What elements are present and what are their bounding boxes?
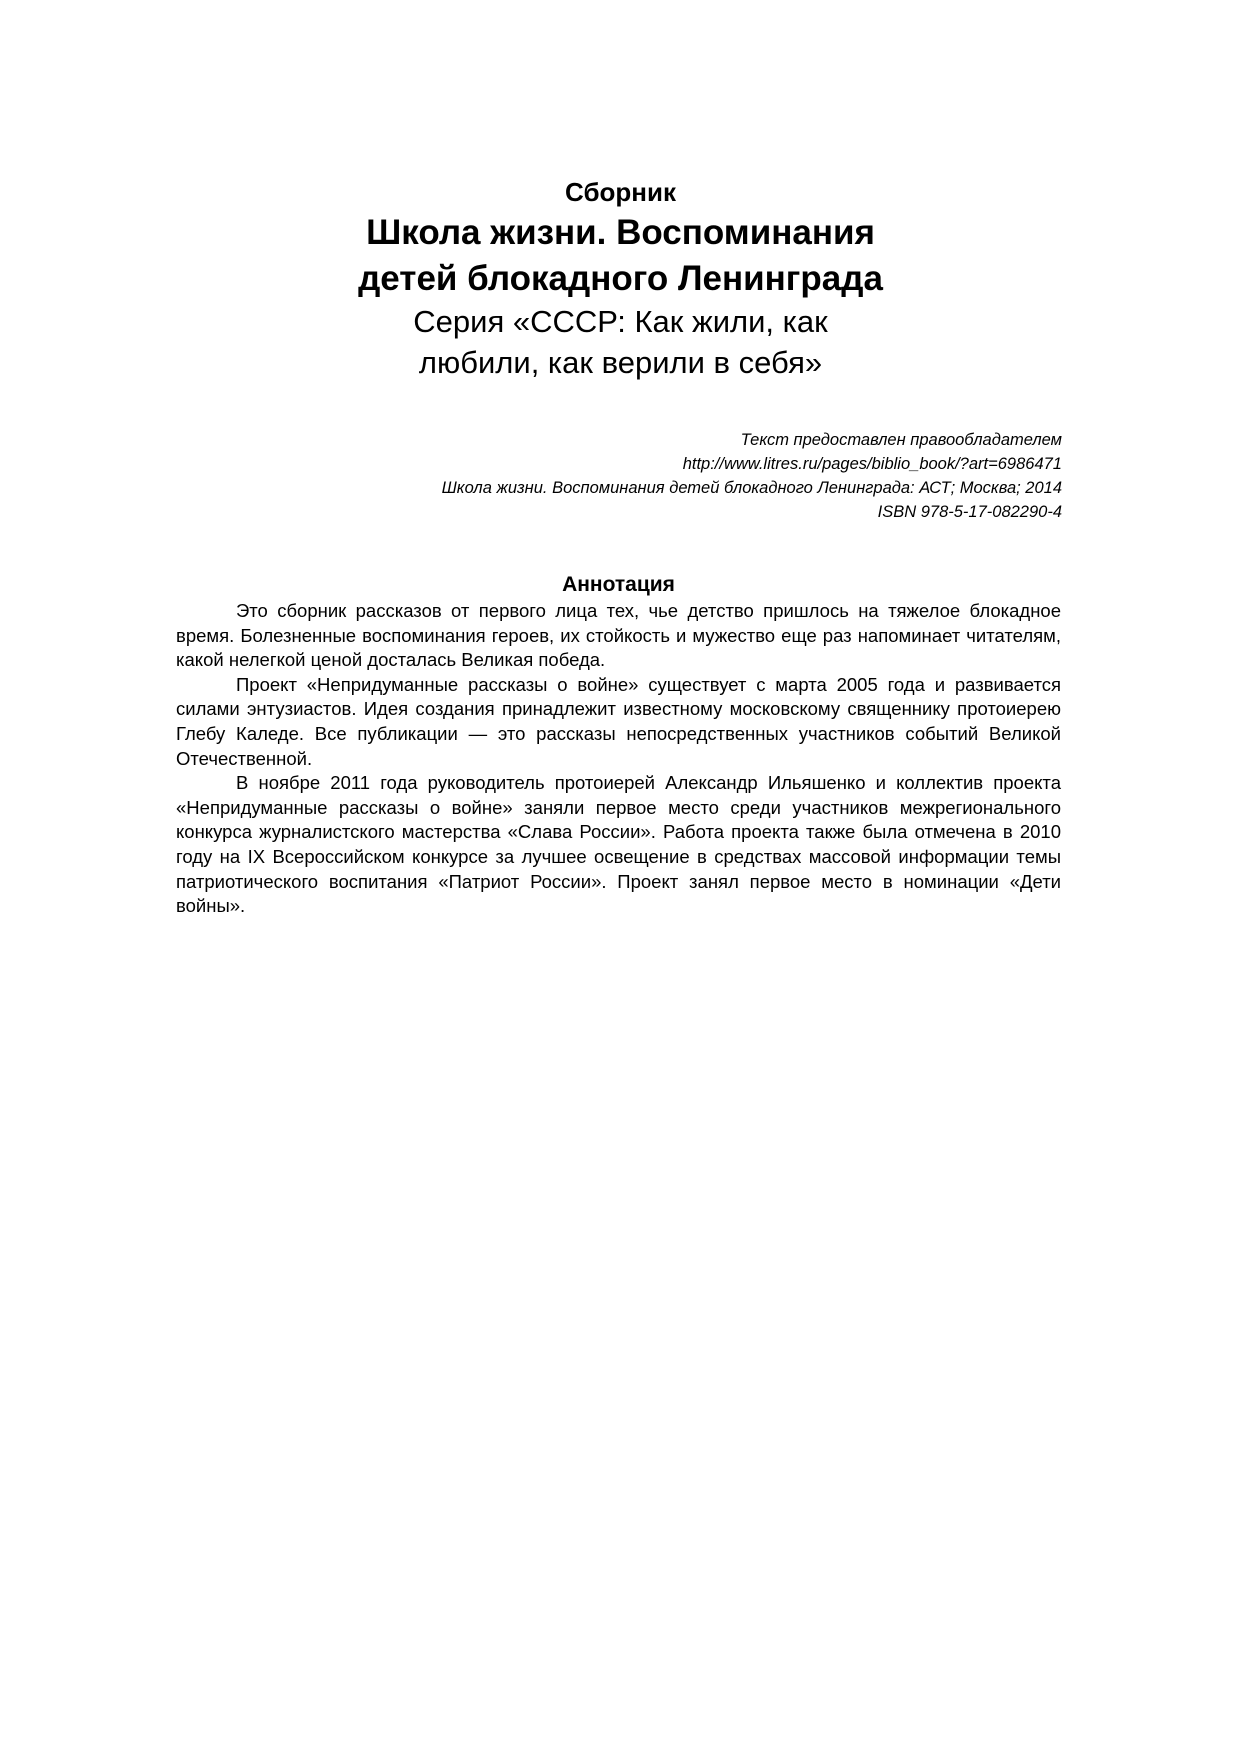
book-title-line-1: Школа жизни. Воспоминания (366, 213, 875, 252)
author-label: Сборник (565, 177, 676, 207)
title-block (0, 175, 1241, 383)
publication-details: Школа жизни. Воспоминания детей блокадного Ленинграда: АСТ; Москва; 2014 (441, 479, 1062, 497)
book-title-line-2: детей блокадного Ленинграда (358, 259, 883, 298)
series-line-1: Серия «СССР: Как жили, как (413, 304, 828, 339)
isbn: ISBN 978-5-17-082290-4 (877, 503, 1062, 521)
annotation-paragraph: Это сборник рассказов от первого лица тех, чье детство пришлось на тяжелое блокадное время. Болезненные воспоминания героев, их стойкость и мужество еще раз напоминает читателям, какой нелегкой ценой досталась Великая победа. (176, 600, 1061, 671)
source-url: http://www.litres.ru/pages/biblio_book/?art=6986471 (682, 455, 1062, 473)
annotation-paragraph: Проект «Непридуманные рассказы о войне» существует с марта 2005 года и развивается силами энтузиастов. Идея создания принадлежит известному московскому священнику протоиерею Глебу Каледе. Все публикации — это рассказы непосредственных участников событий Великой Отечественной. (176, 673, 1061, 769)
annotation-heading: Аннотация (562, 573, 675, 596)
rights-holder-note: Текст предоставлен правообладателем (740, 431, 1062, 449)
annotation-section (176, 571, 1061, 919)
series-line-2: любили, как верили в себя» (418, 345, 823, 380)
annotation-paragraph: В ноябре 2011 года руководитель протоиерей Александр Ильяшенко и коллектив проекта «Непридуманные рассказы о войне» заняли первое место среди участников межрегионального конкурса журналистского мастерства «Слава России». Работа проекта также была отмечена в 2010 году на IX Всероссийском конкурсе за лучшее освещение в средствах массовой информации темы патриотического воспитания «Патриот России». Проект занял первое место в номинации «Дети войны». (176, 772, 1061, 917)
publication-info (162, 428, 1062, 524)
